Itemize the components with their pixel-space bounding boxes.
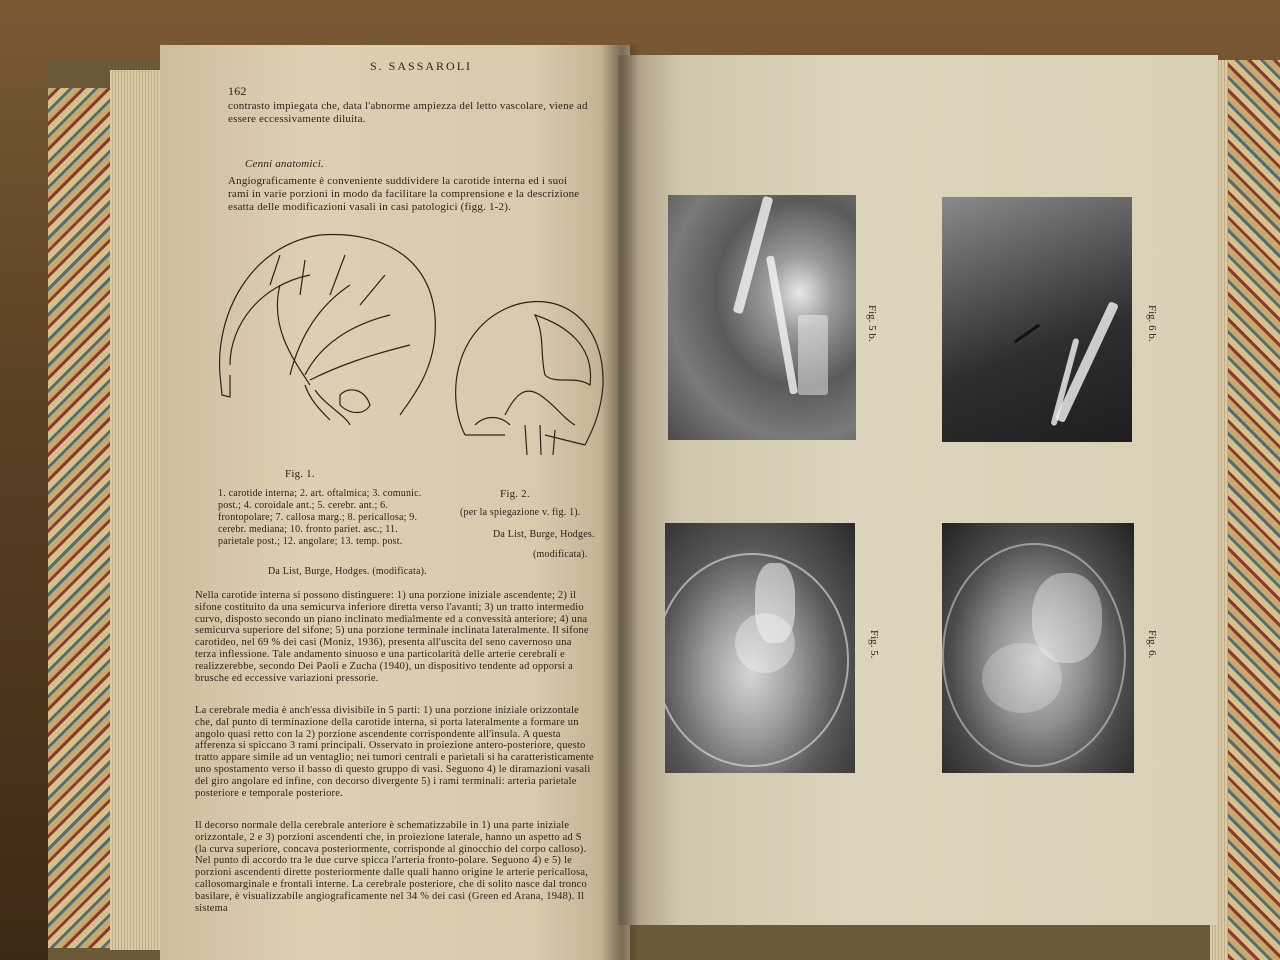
body-text-intro: Angiograficamente è conveniente suddividere la carotide interna ed i suoi rami in varie porzioni in modo da facilitare la comprensione e la descrizione esatta delle modificazioni vasali in casi patologici (figg. 1-2).: [228, 175, 580, 213]
body-paragraph: La cerebrale media è anch'essa divisibile in 5 parti: 1) una porzione iniziale orizzontale che, dal punto di terminazione della carotide interna, si porta lateralmente a formare un angolo quasi retto con la 2) porzione ascendente corrispondente all'insula. A questa afferenza si spiccano 3 rami principali. Osservato in proiezione antero-posteriore, questo tratto appare simile ad un ventaglio; nei tumori centrali e parietali si ha caratteristicamente uno spostamento verso il basso di questo gruppo di vasi. Seguono 4) le diramazioni vasali del giro angolare ed infine, con decorso divergente 5) i rami terminali: arteria parietale posteriore e temporale posteriore.: [195, 705, 594, 799]
right-cover-marbled-edge: [1222, 60, 1280, 960]
right-page: [618, 55, 1218, 925]
section-heading: Cenni anatomici.: [245, 158, 324, 170]
book-gutter-shadow: [600, 45, 640, 960]
fig1-credit: Da List, Burge, Hodges. (modificata).: [268, 566, 427, 577]
xray-image-fig-6b: [942, 197, 1132, 442]
left-cover-marbled-edge: [48, 88, 118, 948]
body-paragraph: Nella carotide interna si possono distinguere: 1) una porzione iniziale ascendente; 2) il sifone costituito da una semicurva inferiore diretta verso l'avanti; 3) un tratto intermedio curvo, disposto secondo un piano inclinato medialmente ed a convessità anteriore; 4) una semicurva superiore del sifone; 5) una porzione terminale inclinata lateralmente. Il sifone carotideo, nel 69 % dei casi (Moniz, 1936), presenta all'uscita del seno cavernoso una terza inflessione. Tale andamento sinuoso e una particolarità delle arterie cerebrali e realizzerebbe, secondo Dei Paoli e Zucha (1940), un dispositivo tendente ad opporsi a brusche ed eccessive variazioni pressorie.: [195, 590, 589, 684]
fig1-label: Fig. 1.: [285, 468, 315, 480]
body-paragraph: Il decorso normale della cerebrale anteriore è schematizzabile in 1) una parte iniziale orizzontale, 2 e 3) porzioni ascendenti che, in proiezione laterale, hanno un aspetto ad S (la curva superiore, concava posteriormente, corrisponde al ginocchio del corpo calloso). Nel punto di accordo tra le due curve spicca l'arteria fronto-polare. Seguono 4) e 5) le porzioni ascendenti dirette posteriormente dalle quali hanno origine le arterie pericallosa, callosomarginale e frontali interne. La cerebrale posteriore, che di solito nasce dal tronco basilare, è visualizzabile angiograficamente nel 34 % dei casi (Green ed Arana, 1948). Il sistema: [195, 820, 589, 914]
xray-image-fig-6: [942, 523, 1134, 773]
fig2-credit: Da List, Burge, Hodges.: [493, 529, 595, 540]
fig2-modified-note: (modificata).: [533, 549, 588, 560]
fig1-brain-artery-diagram: [210, 225, 450, 425]
body-text-top: contrasto impiegata che, data l'abnorme ampiezza del letto vascolare, viene ad essere eccessivamente diluita.: [228, 100, 588, 125]
fig-6b-label: Fig. 6 b.: [1146, 305, 1158, 342]
fig1-legend: 1. carotide interna; 2. art. oftalmica; 3. comunic. post.; 4. coroidale ant.; 5. cerebr. ant.; 6. frontopolare; 7. callosa marg.; 8. pericallosa; 9. cerebr. mediana; 10. fronto pariet. asc.; 11. parietale post.; 12. angolare; 13. temp. post.: [218, 488, 422, 547]
page-number: 162: [228, 84, 247, 98]
fig-5-label: Fig. 5.: [868, 630, 880, 659]
fig2-label: Fig. 2.: [500, 488, 530, 500]
fig2-caption: (per la spiegazione v. fig. 1).: [460, 507, 581, 518]
xray-image-fig-5: [665, 523, 855, 773]
fig-5b-label: Fig. 5 b.: [866, 305, 878, 342]
fig2-frontal-artery-diagram: [445, 285, 610, 460]
running-title: S. SASSAROLI: [370, 59, 473, 73]
xray-image-fig-5b: [668, 195, 856, 440]
arrow-marker: [1014, 324, 1040, 344]
fig-6-label: Fig. 6.: [1146, 630, 1158, 659]
